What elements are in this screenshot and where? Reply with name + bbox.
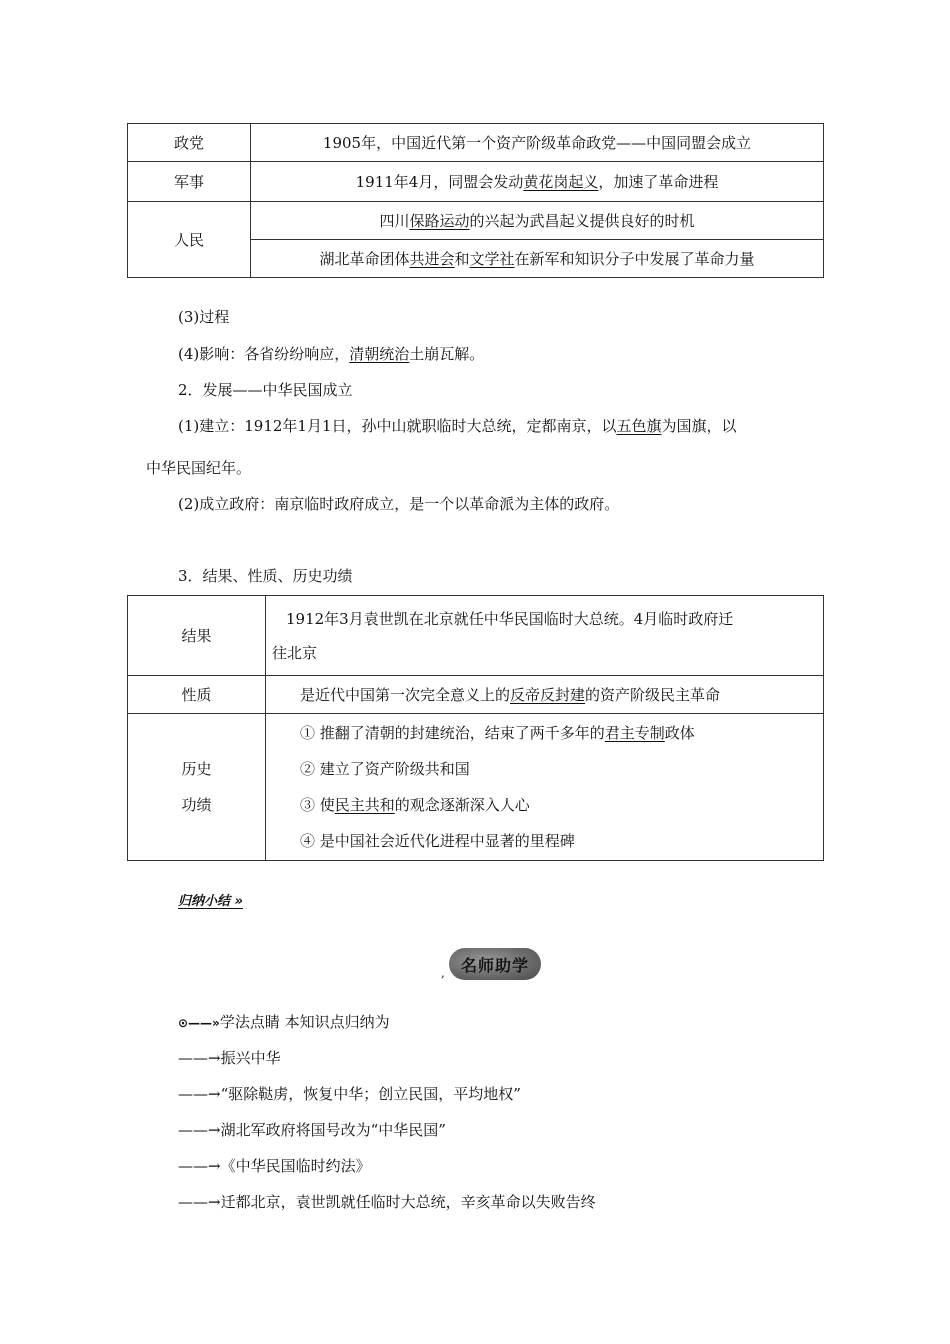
badge-text: 名师助学 [460, 955, 529, 975]
result-table [127, 595, 824, 861]
row-label-party: 政党 [128, 124, 251, 162]
para-founding-cont: 中华民国纪年。 [146, 459, 252, 477]
teacher-help-badge [449, 948, 541, 980]
arrow-icon: ——→ [178, 1193, 221, 1211]
achievement-item: ③ 使民主共和的观念逐渐深入人心 [300, 796, 530, 814]
result-label: 结果 [128, 596, 266, 676]
tips-heading [178, 1011, 390, 1032]
para-founding: (1)建立：1912年1月1日，孙中山就职临时大总统，定都南京，以五色旗为国旗，以 [178, 417, 737, 435]
para-result-heading: 3．结果、性质、历史功绩 [178, 567, 353, 585]
achievement-item: ④ 是中国社会近代化进程中显著的里程碑 [300, 832, 575, 850]
tip-item: ——→迁都北京，袁世凯就任临时大总统，辛亥革命以失败告终 [178, 1193, 596, 1211]
para-process: (3)过程 [178, 308, 230, 326]
achievement-list [266, 714, 824, 861]
tip-item: ——→振兴中华 [178, 1049, 281, 1067]
result-text [266, 596, 824, 676]
row-text-party: 1905年，中国近代第一个资产阶级革命政党——中国同盟会成立 [251, 124, 824, 162]
bullet-arrow-icon: ⊙——» [178, 1016, 220, 1030]
achievement-label [128, 714, 266, 861]
row-text-people-2: 湖北革命团体共进会和文学社在新军和知识分子中发展了革命力量 [251, 240, 824, 278]
summary-label: 归纳小结 » [178, 894, 243, 909]
nature-label: 性质 [128, 676, 266, 714]
para-government: (2)成立政府：南京临时政府成立，是一个以革命派为主体的政府。 [178, 495, 620, 513]
tip-item: ——→“驱除鞑虏，恢复中华；创立民国，平均地权” [178, 1085, 521, 1103]
tips-title: 学法点睛 本知识点归纳为 [219, 1013, 390, 1031]
arrow-icon: ——→ [178, 1049, 221, 1067]
achievement-label-1: 历史 [181, 760, 212, 778]
achievement-label-2: 功绩 [181, 796, 212, 814]
row-label-military: 军事 [128, 162, 251, 202]
row-text-people-1: 四川保路运动的兴起为武昌起义提供良好的时机 [251, 202, 824, 240]
tip-item: ——→湖北军政府将国号改为“中华民国” [178, 1121, 446, 1139]
arrow-icon: ——→ [178, 1157, 221, 1175]
para-influence: (4)影响：各省纷纷响应，清朝统治土崩瓦解。 [178, 345, 485, 363]
double-chevron-icon: » [234, 894, 243, 909]
achievement-item: ② 建立了资产阶级共和国 [300, 760, 470, 778]
row-label-people: 人民 [128, 202, 251, 278]
result-line-2: 往北京 [272, 643, 318, 662]
result-line-1: 1912年3月袁世凯在北京就任中华民国临时大总统。4月临时政府迁 [286, 609, 734, 628]
arrow-icon: ——→ [178, 1121, 221, 1139]
para-development-heading: 2．发展——中华民国成立 [178, 381, 353, 399]
arrow-icon: ——→ [178, 1085, 221, 1103]
achievement-item: ① 推翻了清朝的封建统治，结束了两千多年的君主专制政体 [300, 724, 695, 742]
row-text-military: 1911年4月，同盟会发动黄花岗起义，加速了革命进程 [251, 162, 824, 202]
causes-table [127, 123, 824, 278]
stray-comma: , [441, 966, 445, 980]
nature-text: 是近代中国第一次完全意义上的反帝反封建的资产阶级民主革命 [266, 676, 824, 714]
tip-item: ——→《中华民国临时约法》 [178, 1157, 371, 1175]
